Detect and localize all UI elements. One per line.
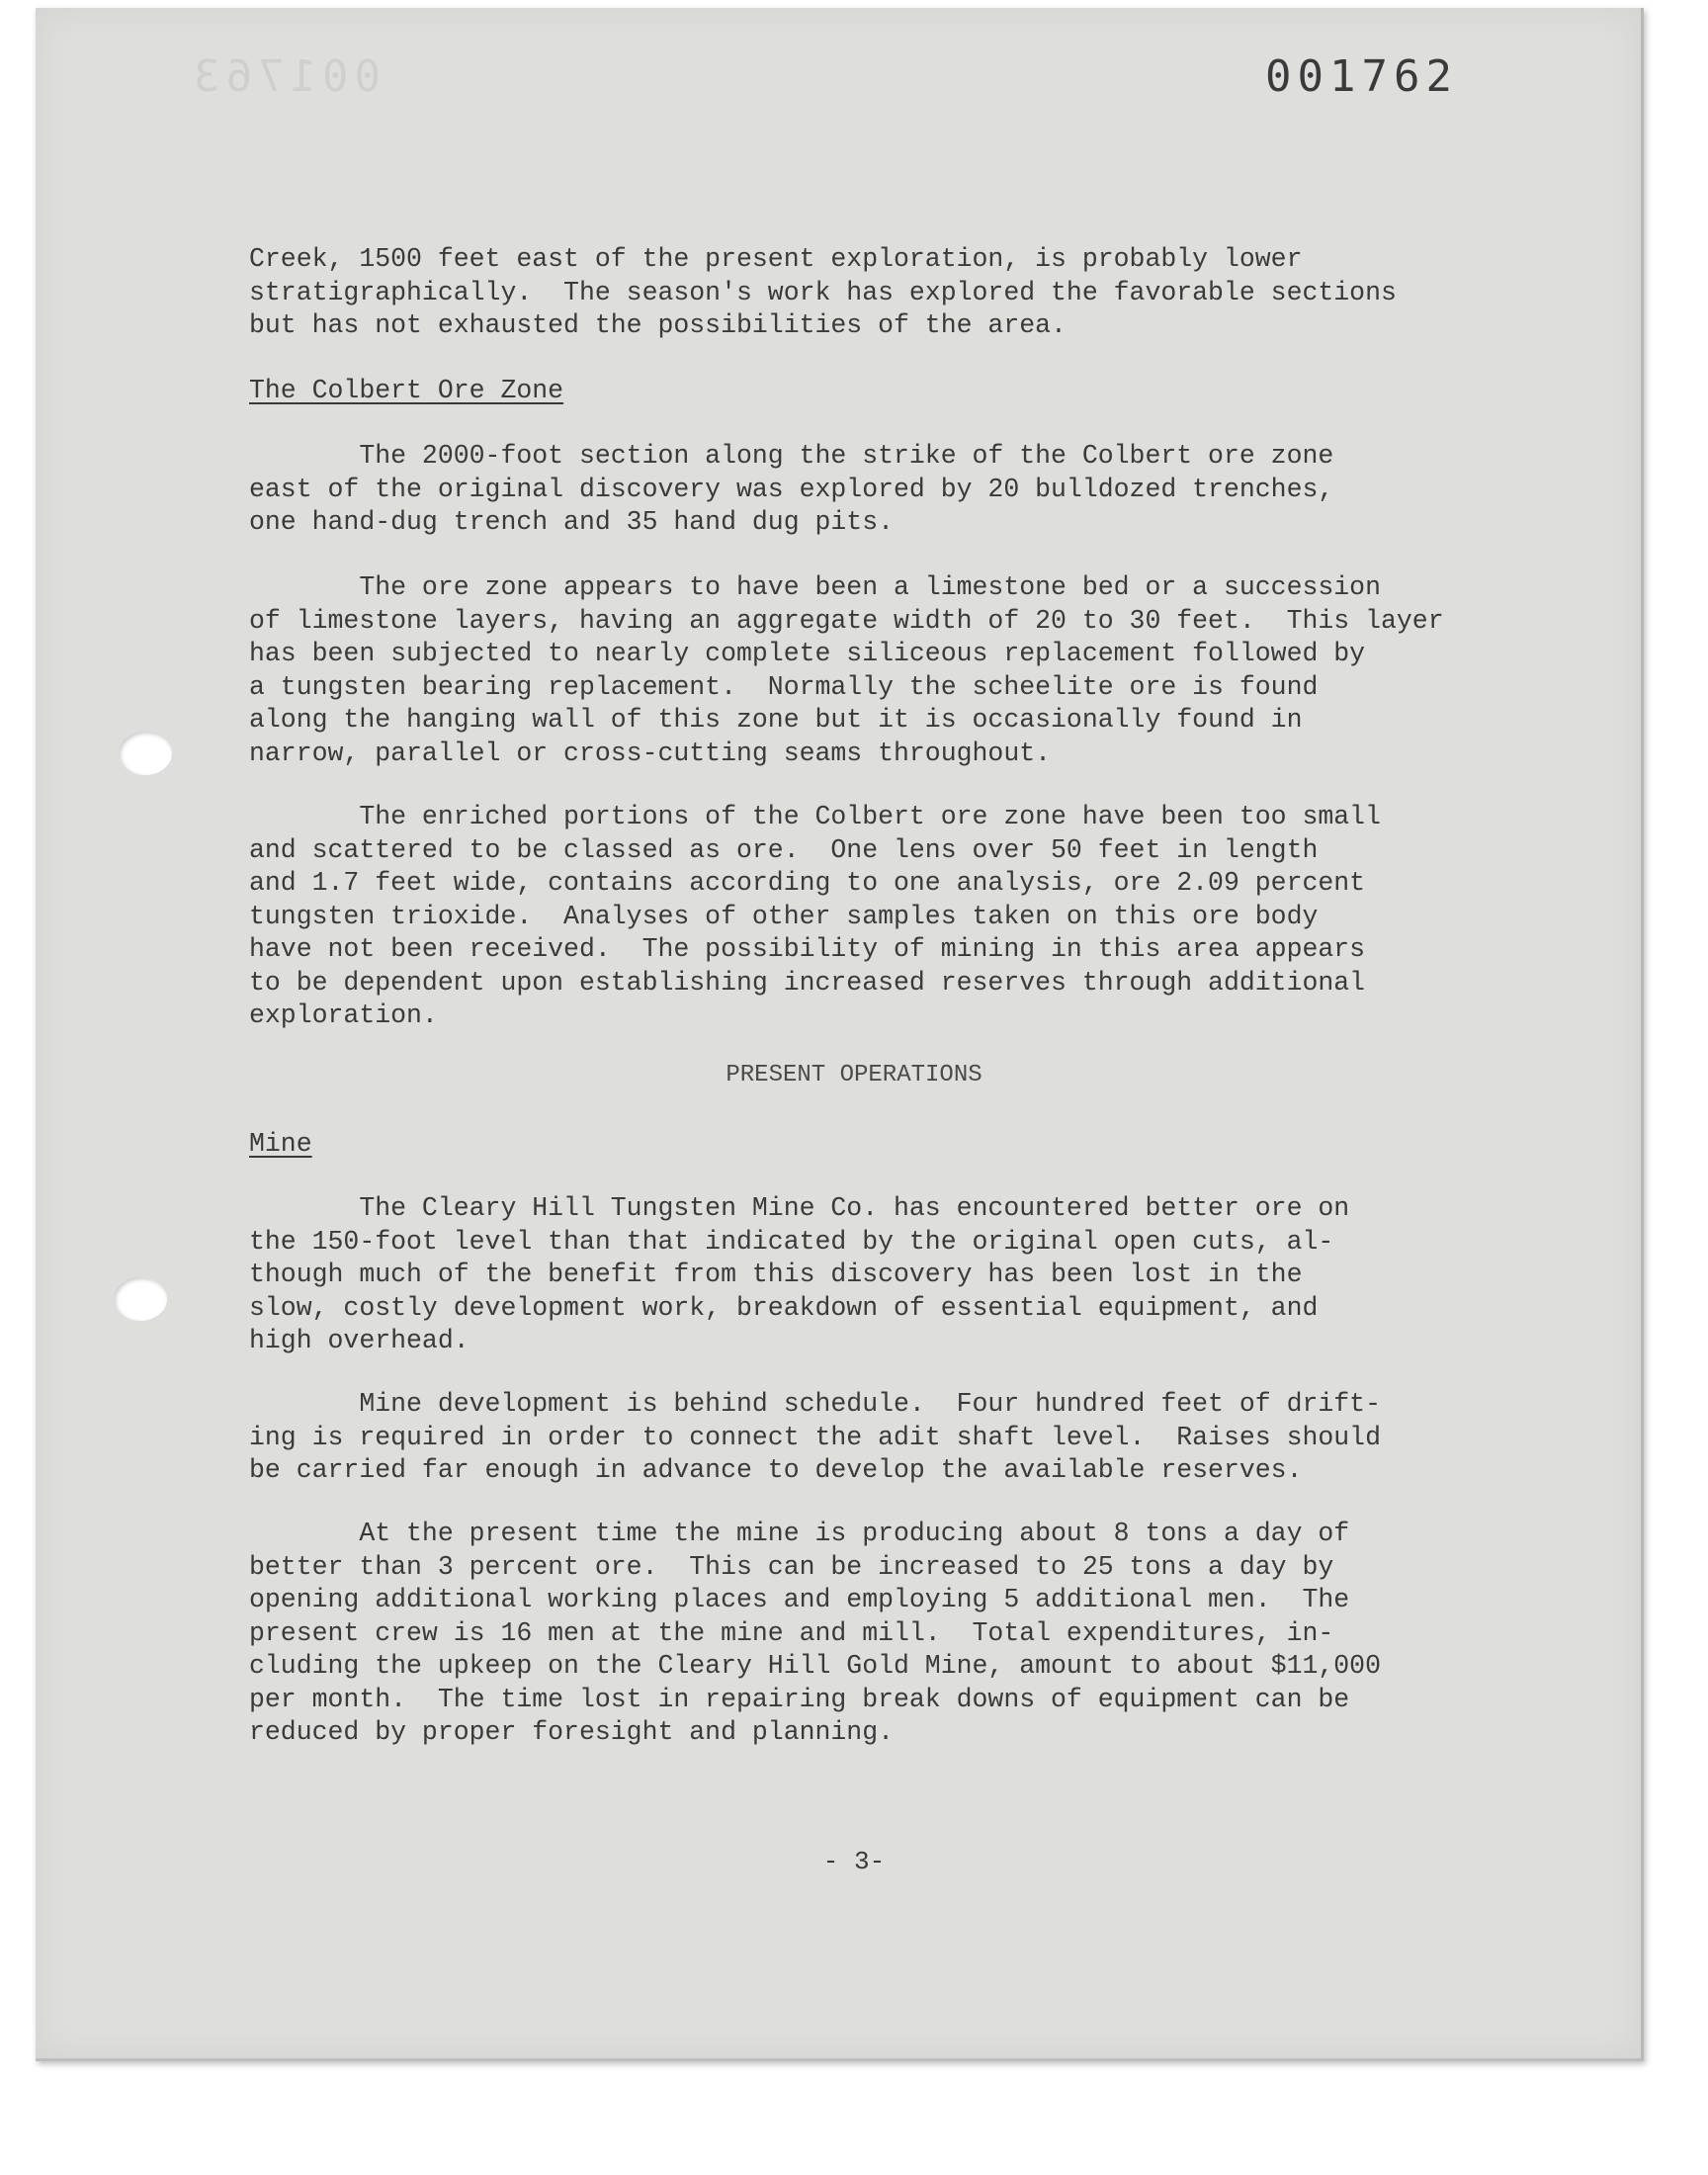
bleed-through-stamp: 001763 (188, 51, 381, 102)
punch-hole (114, 1277, 167, 1321)
paragraph-continuation: Creek, 1500 feet east of the present exploration, is probably lower stratigraphically. The season's work has explored the favorable sections but has not exhausted the possibilities of the area. (249, 244, 1397, 340)
document-number-stamp: 001762 (1265, 51, 1458, 102)
section-heading-present-operations: PRESENT OPERATIONS (726, 1062, 982, 1088)
subsection-heading-mine: Mine (249, 1129, 312, 1159)
paragraph-colbert-section: The 2000-foot section along the strike of the Colbert ore zone east of the original discovery was explored by 20 bulldozed trenches, one hand-dug trench and 35 hand dug pits. (249, 441, 1334, 537)
paragraph-mine-development: Mine development is behind schedule. Four hundred feet of drift- ing is required in order to connect the adit shaft level. Raises should be carried far enough in advance to develop the available reserves. (249, 1389, 1381, 1485)
paragraph-enriched-portions: The enriched portions of the Colbert ore zone have been too small and scattered to be classed as ore. One lens over 50 feet in length and 1.7 feet wide, contains according to one analysis, ore 2.09 percent tungsten trioxide. Analyses of other samples taken on this ore body have not been received. The possibility of mining in this area appears to be dependent upon establishing increased reserves through additional exploration. (249, 802, 1381, 1030)
section-heading-colbert-ore-zone: The Colbert Ore Zone (249, 376, 564, 405)
paragraph-cleary-hill: The Cleary Hill Tungsten Mine Co. has encountered better ore on the 150-foot level than that indicated by the original open cuts, al- though much of the benefit from this discovery has been lost in the slow, costly development work, breakdown of essential equipment, and high overhead. (249, 1193, 1350, 1355)
punch-hole (119, 732, 172, 775)
paragraph-ore-zone-description: The ore zone appears to have been a limestone bed or a succession of limestone layers, having an aggregate width of 20 to 30 feet. This layer has been subjected to nearly complete siliceous replacement followed by a tungsten bearing replacement. Normally the scheelite ore is found along the hanging wall of this zone but it is occasionally found in narrow, parallel or cross-cutting seams throughout. (249, 572, 1444, 768)
page-number: - 3- (822, 1847, 886, 1876)
paragraph-present-production: At the present time the mine is producing about 8 tons a day of better than 3 percent ore. This can be increased to 25 tons a day by opening additional working places and employing 5 additional men. The present crew is 16 men at the mine and mill. Total expenditures, in- cluding the upkeep on the Cleary Hill Gold Mine, amount to about $11,000 per month. The time lost in repairing break downs of equipment can be reduced by proper foresight and planning. (249, 1519, 1381, 1747)
